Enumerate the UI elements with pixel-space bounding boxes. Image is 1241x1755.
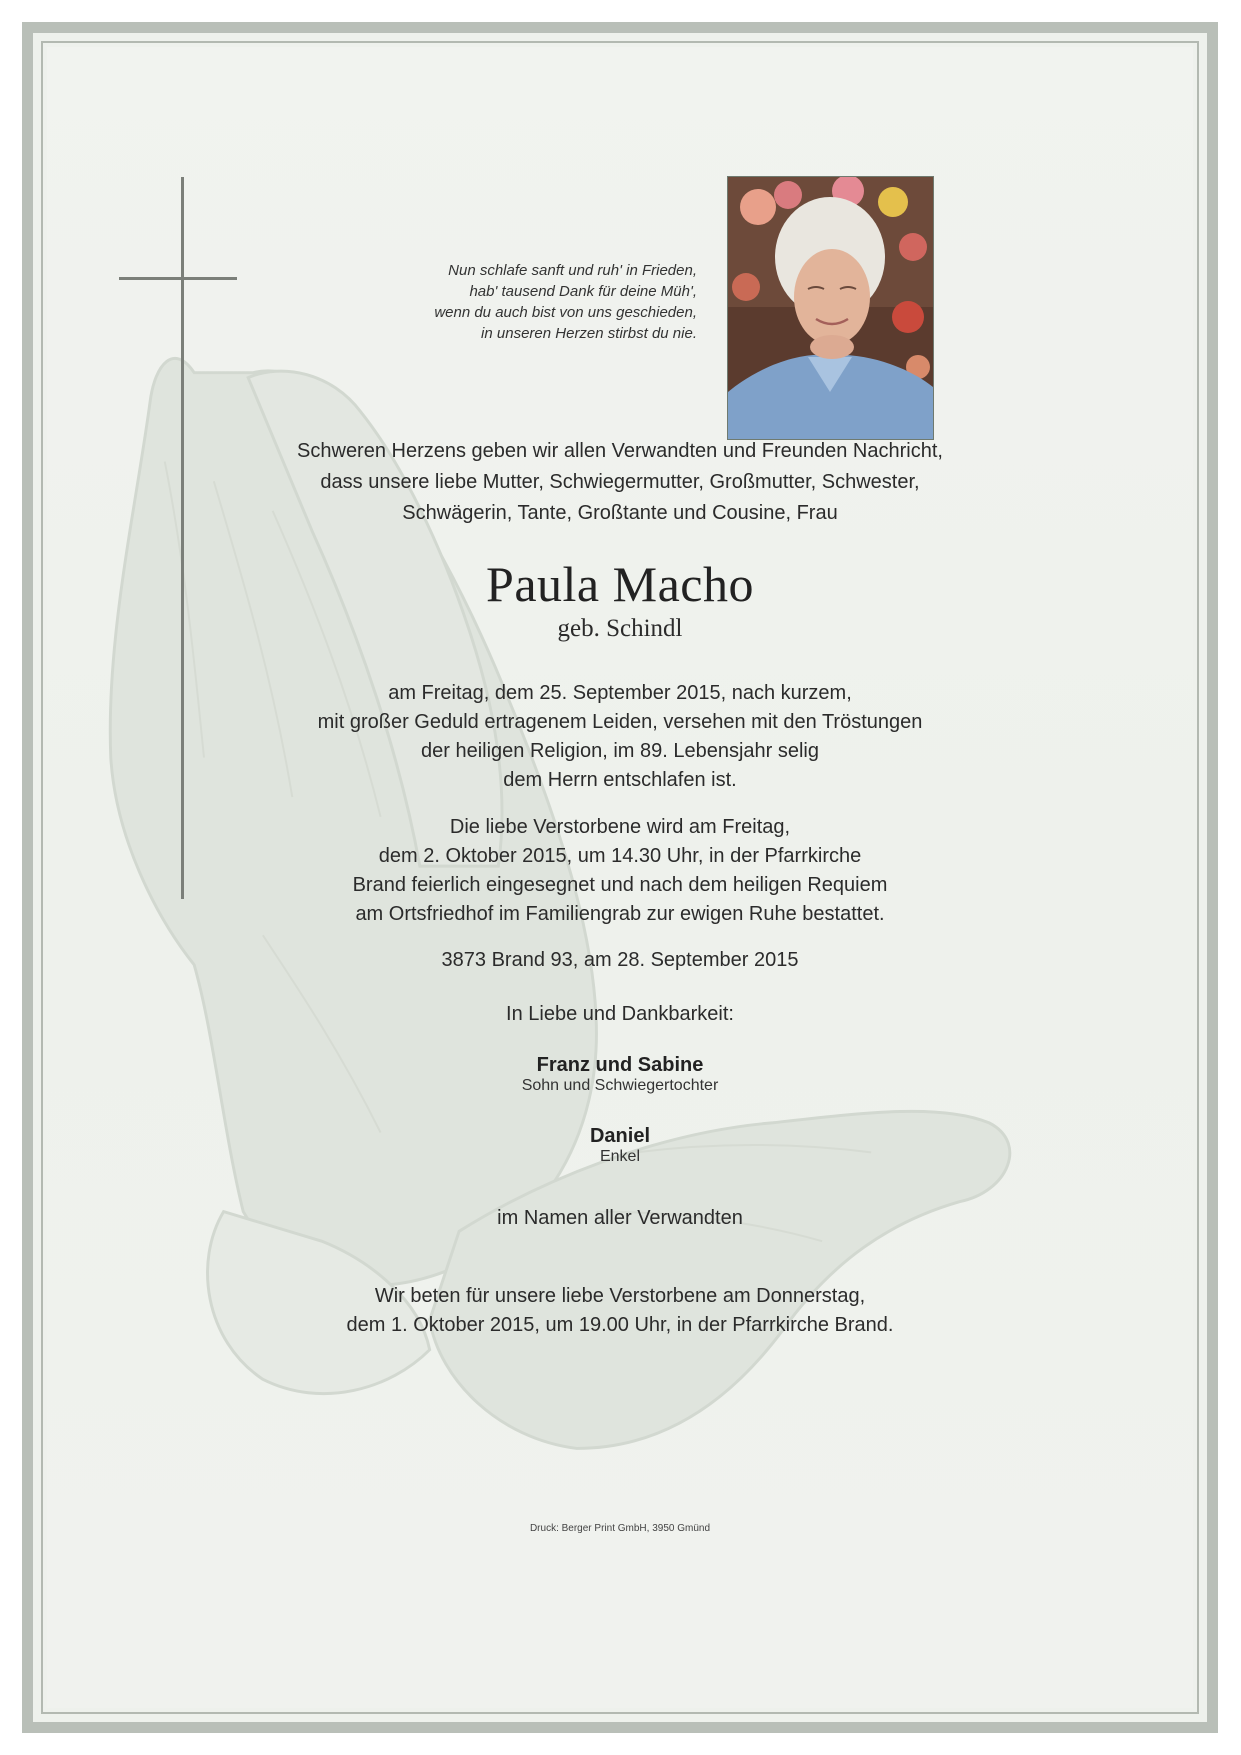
intro-line: Schweren Herzens geben wir allen Verwandten und Freunden Nachricht,	[297, 440, 943, 462]
mourner-relation: Enkel	[599, 1148, 641, 1165]
mourner-name: Franz und Sabine	[536, 1054, 704, 1076]
border-frame	[22, 22, 1218, 1733]
funeral-line: Brand feierlich eingesegnet und nach dem heiligen Requiem	[352, 874, 888, 896]
funeral-details	[47, 813, 1193, 929]
mourner-name: Daniel	[589, 1125, 651, 1147]
death-notice-line: der heiligen Religion, im 89. Lebensjahr selig	[420, 740, 820, 762]
poem-line: wenn du auch bist von uns geschieden,	[434, 304, 697, 321]
mourner-entry	[47, 1125, 1193, 1166]
death-notice-line: mit großer Geduld ertragenem Leiden, versehen mit den Tröstungen	[317, 711, 923, 733]
death-notice	[47, 679, 1193, 795]
frame-inner	[33, 33, 1207, 1722]
deceased-name: Paula Macho	[486, 556, 754, 612]
funeral-line: am Ortsfriedhof im Familiengrab zur ewigen Ruhe bestattet.	[355, 903, 885, 925]
death-notice-line: dem Herrn entschlafen ist.	[503, 769, 737, 791]
poem-line: in unseren Herzen stirbst du nie.	[481, 325, 697, 342]
intro-line: Schwägerin, Tante, Großtante und Cousine, Frau	[402, 502, 838, 524]
cross-bar	[119, 277, 237, 280]
birth-name: geb. Schindl	[557, 615, 683, 642]
notice-paper	[47, 47, 1193, 1708]
closing-line: In Liebe und Dankbarkeit:	[506, 1003, 734, 1025]
printer-credit: Druck: Berger Print GmbH, 3950 Gmünd	[529, 1523, 711, 1534]
prayer-line: Wir beten für unsere liebe Verstorbene am Donnerstag,	[374, 1285, 866, 1307]
place-date: 3873 Brand 93, am 28. September 2015	[441, 949, 799, 971]
intro-text	[47, 436, 1193, 529]
prayer-notice	[47, 1282, 1193, 1340]
intro-line: dass unsere liebe Mutter, Schwiegermutter, Großmutter, Schwester,	[320, 471, 920, 493]
funeral-line: Die liebe Verstorbene wird am Freitag,	[449, 816, 791, 838]
funeral-line: dem 2. Oktober 2015, um 14.30 Uhr, in der Pfarrkirche	[378, 845, 862, 867]
poem-line: Nun schlafe sanft und ruh' in Frieden,	[448, 262, 697, 279]
mourner-entry	[47, 1054, 1193, 1095]
all-relatives: im Namen aller Verwandten	[497, 1207, 743, 1229]
mourner-relation: Sohn und Schwiegertochter	[521, 1077, 719, 1094]
death-notice-line: am Freitag, dem 25. September 2015, nach kurzem,	[388, 682, 852, 704]
portrait-photo	[727, 176, 934, 440]
prayer-line: dem 1. Oktober 2015, um 19.00 Uhr, in der Pfarrkirche Brand.	[346, 1314, 894, 1336]
memorial-poem	[347, 260, 697, 344]
poem-line: hab' tausend Dank für deine Müh',	[469, 283, 697, 300]
